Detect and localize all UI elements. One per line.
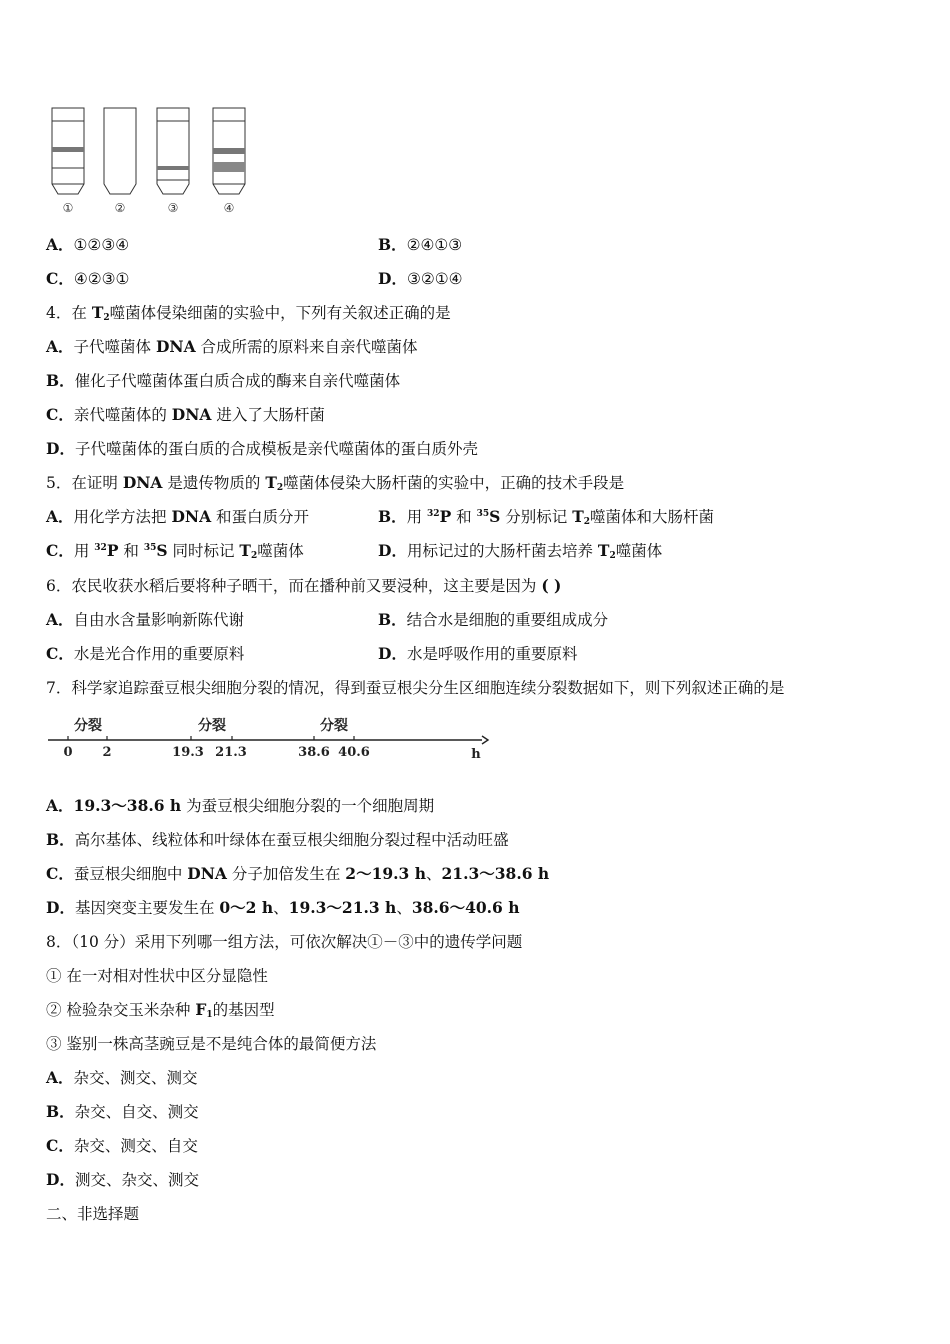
q8-stem: 8．（10 分）采用下列哪一组方法，可依次解决①－③中的遗传学问题 xyxy=(46,933,523,951)
q3-option-d: D．③②①④ xyxy=(378,269,463,288)
q8-option-b: B．杂交、自交、测交 xyxy=(46,1102,199,1121)
unit-label: h xyxy=(471,747,481,762)
q5-option-d: D．用标记过的大肠杆菌去培养 $T_2$噬菌体 xyxy=(378,541,663,561)
q3-option-c: C．④②③① xyxy=(46,269,130,288)
q8-option-a: A．杂交、测交、测交 xyxy=(46,1068,198,1087)
tick-label: 0 xyxy=(63,745,73,760)
centrifuge-tubes-figure xyxy=(46,104,256,216)
q6-option-a: A．自由水含量影响新陈代谢 xyxy=(46,610,245,629)
q8-item-3: ③ 鉴别一株高茎豌豆是不是纯合体的最简便方法 xyxy=(46,1035,377,1053)
division-label-2: 分裂 xyxy=(198,718,226,734)
q7-stem: 7．科学家追踪蚕豆根尖细胞分裂的情况，得到蚕豆根尖分生区细胞连续分裂数据如下，则下列叙述正确的是 xyxy=(46,679,785,697)
tube-label-1: ① xyxy=(62,201,74,215)
q4-option-a: A．子代噬菌体 DNA 合成所需的原料来自亲代噬菌体 xyxy=(46,337,418,356)
q7-option-a: A．19.3～38.6 h 为蚕豆根尖细胞分裂的一个细胞周期 xyxy=(46,796,435,815)
q8-item-2: ② 检验杂交玉米杂种 $F_1$的基因型 xyxy=(46,1000,275,1020)
q5-option-a: A．用化学方法把 DNA 和蛋白质分开 xyxy=(46,507,310,526)
q4-option-d: D．子代噬菌体的蛋白质的合成模板是亲代噬菌体的蛋白质外壳 xyxy=(46,439,478,458)
q4-stem: 4．在 $T_2$噬菌体侵染细菌的实验中，下列有关叙述正确的是 xyxy=(46,303,451,323)
q5-stem: 5．在证明 DNA 是遗传物质的 $T_2$噬菌体侵染大肠杆菌的实验中，正确的技术手段是 xyxy=(46,473,625,493)
q3-option-b: B．②④①③ xyxy=(378,235,463,254)
q5-option-b: B．用 $^{32}$P 和 $^{35}$S 分别标记 $T_2$噬菌体和大肠杆菌 xyxy=(378,507,715,527)
tube-1 xyxy=(52,108,84,194)
q7-option-b: B．高尔基体、线粒体和叶绿体在蚕豆根尖细胞分裂过程中活动旺盛 xyxy=(46,830,509,849)
tick-label: 2 xyxy=(102,745,112,760)
q8-option-d: D．测交、杂交、测交 xyxy=(46,1170,199,1189)
timeline-arrow-icon xyxy=(482,736,488,744)
tube-2 xyxy=(104,108,136,194)
q4-option-c: C．亲代噬菌体的 DNA 进入了大肠杆菌 xyxy=(46,405,325,424)
cell-division-timeline xyxy=(46,712,496,762)
tube-label-2: ② xyxy=(114,201,126,215)
tick-label: 19.3 xyxy=(172,745,204,760)
q3-option-a: A．①②③④ xyxy=(46,235,130,254)
tube-4 xyxy=(213,108,245,194)
division-label-1: 分裂 xyxy=(74,718,102,734)
q7-option-d: D．基因突变主要发生在 0～2 h、19.3～21.3 h、38.6～40.6 h xyxy=(46,898,520,917)
q6-stem: 6．农民收获水稻后要将种子晒干，而在播种前又要浸种，这主要是因为 ( ) xyxy=(46,576,562,595)
q8-option-c: C．杂交、测交、自交 xyxy=(46,1136,198,1155)
q8-item-1: ① 在一对相对性状中区分显隐性 xyxy=(46,967,268,985)
q7-option-c: C．蚕豆根尖细胞中 DNA 分子加倍发生在 2～19.3 h、21.3～38.6 h xyxy=(46,864,550,883)
tube-label-3: ③ xyxy=(167,201,179,215)
q6-option-b: B．结合水是细胞的重要组成成分 xyxy=(378,610,609,629)
tick-label: 38.6 xyxy=(298,745,330,760)
tube-3 xyxy=(157,108,189,194)
tick-label: 40.6 xyxy=(338,745,370,760)
tick-label: 21.3 xyxy=(215,745,247,760)
q6-option-c: C．水是光合作用的重要原料 xyxy=(46,644,245,663)
section-title: 二、非选择题 xyxy=(46,1205,140,1223)
q5-option-c: C．用 $^{32}$P 和 $^{35}$S 同时标记 $T_2$噬菌体 xyxy=(46,541,304,561)
tube-label-4: ④ xyxy=(223,201,235,215)
q6-option-d: D．水是呼吸作用的重要原料 xyxy=(378,644,578,663)
q4-option-b: B．催化子代噬菌体蛋白质合成的酶来自亲代噬菌体 xyxy=(46,371,401,390)
division-label-3: 分裂 xyxy=(320,718,348,734)
